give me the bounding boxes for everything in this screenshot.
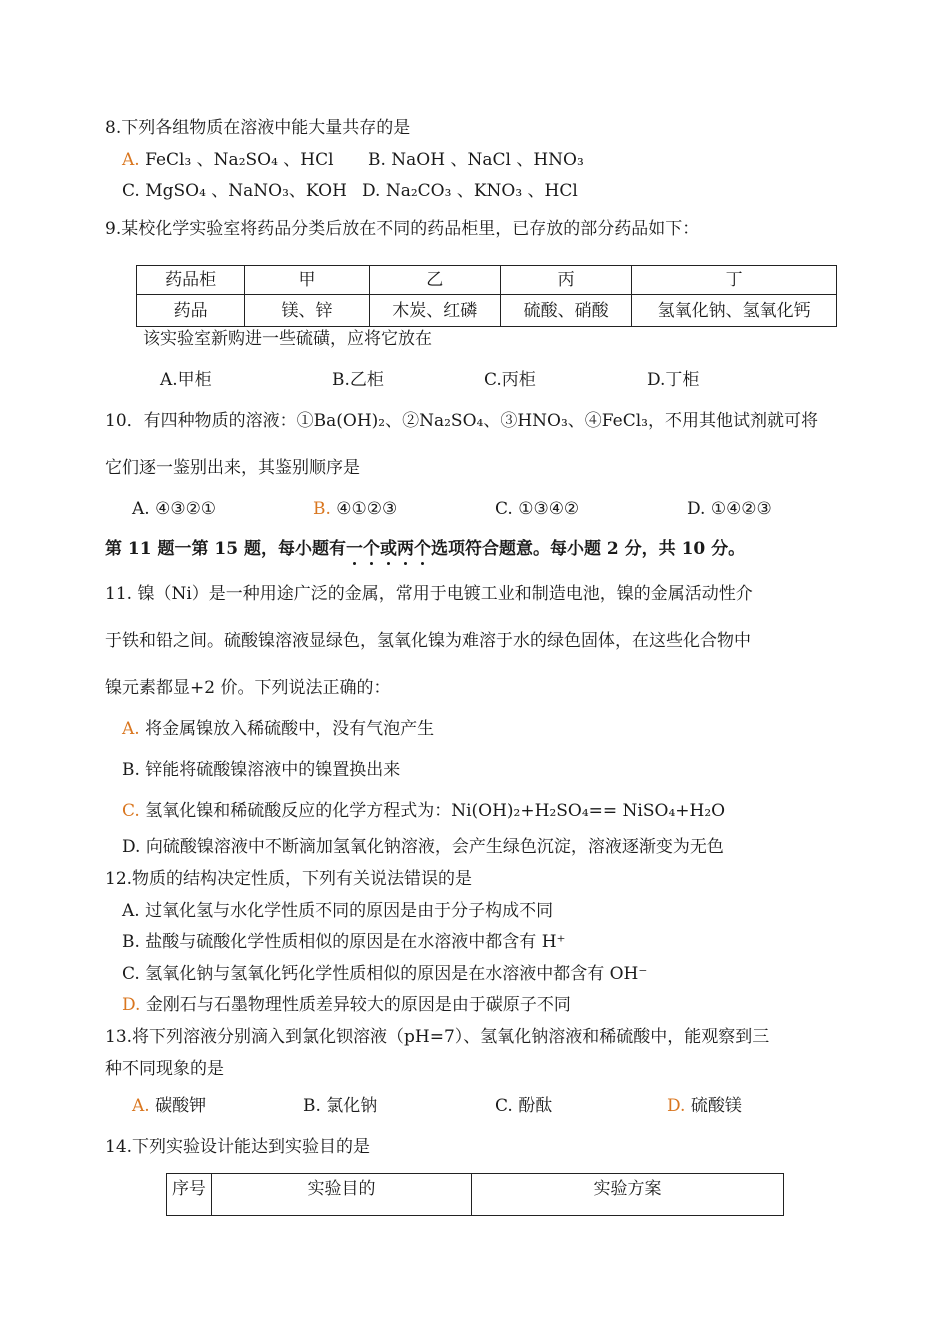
q11-stem-line-3: 镍元素都显+2 价。下列说法正确的： bbox=[105, 678, 391, 698]
q8-option-a-letter: A. bbox=[122, 150, 140, 170]
q11-option-a-letter: A. bbox=[122, 719, 140, 739]
q11-option-a bbox=[122, 718, 434, 740]
q8-option-a bbox=[122, 149, 334, 171]
q8-option-a-text: FeCl₃ 、Na₂SO₄ 、HCl bbox=[139, 150, 334, 170]
q8-option-b: B. NaOH 、NaCl 、HNO₃ bbox=[368, 150, 584, 170]
q10-option-c: C. ①③④② bbox=[495, 499, 580, 519]
emphasis-dot bbox=[353, 562, 356, 565]
emphasis-dot bbox=[370, 562, 373, 565]
q12-stem: 12.物质的结构决定性质，下列有关说法错误的是 bbox=[105, 869, 473, 889]
q9-table-cell: 丁 bbox=[632, 266, 837, 295]
q14-table-cell: 实验目的 bbox=[211, 1174, 471, 1216]
q13-option-a bbox=[132, 1095, 206, 1117]
q13-option-a-letter: A. bbox=[132, 1096, 150, 1116]
q9-cabinet-table bbox=[136, 265, 837, 327]
section-heading bbox=[105, 538, 745, 560]
q9-table-cell: 丙 bbox=[500, 266, 631, 295]
emphasis-dot bbox=[387, 562, 390, 565]
q11-option-c bbox=[122, 800, 725, 822]
q12-option-d-text: 金刚石与石墨物理性质差异较大的原因是由于碳原子不同 bbox=[140, 995, 571, 1015]
q10-option-b-letter: B. bbox=[313, 499, 331, 519]
q10-option-a: A. ④③②① bbox=[132, 499, 217, 519]
q10-stem-line-1: 10．有四种物质的溶液：①Ba(OH)₂、②Na₂SO₄、③HNO₃、④FeCl₃，不用其他试剂就可将 bbox=[105, 411, 818, 431]
q14-table-header-row bbox=[167, 1174, 784, 1216]
q14-table-cell: 序号 bbox=[167, 1174, 212, 1216]
q12-option-b: B. 盐酸与硫酸化学性质相似的原因是在水溶液中都含有 H⁺ bbox=[122, 932, 566, 952]
q10-option-d: D. ①④②③ bbox=[687, 499, 772, 519]
q9-table-data-row bbox=[137, 295, 837, 327]
q10-option-b bbox=[313, 498, 397, 520]
q12-option-d bbox=[122, 994, 571, 1016]
section-heading-prefix: 第 11 题一第 15 题，每小题有 bbox=[105, 539, 346, 559]
q11-stem-line-2: 于铁和铅之间。硫酸镍溶液显绿色，氢氧化镍为难溶于水的绿色固体，在这些化合物中 bbox=[105, 631, 751, 651]
q11-option-b: B. 锌能将硫酸镍溶液中的镍置换出来 bbox=[122, 760, 401, 780]
q13-option-d-text: 硫酸镁 bbox=[685, 1096, 742, 1116]
q11-option-a-text: 将金属镍放入稀硫酸中，没有气泡产生 bbox=[139, 719, 435, 739]
q11-option-c-letter: C. bbox=[122, 801, 140, 821]
q10-option-b-text: ④①②③ bbox=[330, 499, 398, 519]
q11-option-d: D. 向硫酸镍溶液中不断滴加氢氧化钠溶液，会产生绿色沉淀，溶液逐渐变为无色 bbox=[122, 837, 724, 857]
q9-followup: 该实验室新购进一些硫磺，应将它放在 bbox=[143, 329, 432, 349]
q14-stem: 14.下列实验设计能达到实验目的是 bbox=[105, 1137, 371, 1157]
q13-option-a-text: 碳酸钾 bbox=[149, 1096, 207, 1116]
q9-table-cell: 乙 bbox=[369, 266, 500, 295]
q8-option-c: C. MgSO₄ 、NaNO₃、KOH bbox=[122, 181, 347, 201]
q9-option-d: D.丁柜 bbox=[647, 370, 700, 390]
q13-option-d-letter: D. bbox=[667, 1096, 686, 1116]
section-heading-emphasis-text: 一个或两个 bbox=[346, 539, 431, 559]
section-heading-emphasis bbox=[346, 538, 431, 560]
q12-option-d-letter: D. bbox=[122, 995, 141, 1015]
q9-option-a: A.甲柜 bbox=[160, 370, 212, 390]
q9-table-cell: 甲 bbox=[245, 266, 369, 295]
q9-table-header-row bbox=[137, 266, 837, 295]
q13-option-c: C. 酚酞 bbox=[495, 1096, 553, 1116]
emphasis-dot bbox=[404, 562, 407, 565]
q12-option-c: C. 氢氧化钠与氢氧化钙化学性质相似的原因是在水溶液中都含有 OH⁻ bbox=[122, 964, 648, 984]
q14-table-cell: 实验方案 bbox=[472, 1174, 784, 1216]
q9-table-cell: 硫酸、硝酸 bbox=[500, 295, 631, 327]
q11-option-c-text: 氢氧化镍和稀硫酸反应的化学方程式为：Ni(OH)₂+H₂SO₄== NiSO₄+H₂O bbox=[139, 801, 726, 821]
section-heading-suffix: 选项符合题意。每小题 2 分，共 10 分。 bbox=[431, 539, 746, 559]
q9-table-cell: 镁、锌 bbox=[245, 295, 369, 327]
q13-option-d bbox=[667, 1095, 742, 1117]
q8-stem: 8.下列各组物质在溶液中能大量共存的是 bbox=[105, 118, 411, 138]
q9-table-cell: 氢氧化钠、氢氧化钙 bbox=[632, 295, 837, 327]
q9-table-cell: 药品柜 bbox=[137, 266, 245, 295]
q9-stem: 9.某校化学实验室将药品分类后放在不同的药品柜里，已存放的部分药品如下： bbox=[105, 219, 700, 239]
q13-stem-line-2: 种不同现象的是 bbox=[105, 1059, 224, 1079]
q9-option-c: C.丙柜 bbox=[484, 370, 536, 390]
q9-table-cell: 木炭、红磷 bbox=[369, 295, 500, 327]
q14-experiment-table bbox=[166, 1173, 784, 1216]
emphasis-dot bbox=[421, 562, 424, 565]
q11-stem-line-1: 11. 镍（Ni）是一种用途广泛的金属，常用于电镀工业和制造电池，镍的金属活动性介 bbox=[105, 584, 753, 604]
q13-option-b: B. 氯化钠 bbox=[303, 1096, 378, 1116]
q13-stem-line-1: 13.将下列溶液分别滴入到氯化钡溶液（pH=7）、氢氧化钠溶液和稀硫酸中，能观察到三 bbox=[105, 1027, 770, 1047]
q12-option-a: A. 过氧化氢与水化学性质不同的原因是由于分子构成不同 bbox=[122, 901, 554, 921]
q9-option-b: B.乙柜 bbox=[332, 370, 384, 390]
q10-stem-line-2: 它们逐一鉴别出来，其鉴别顺序是 bbox=[105, 458, 360, 478]
q8-option-d: D. Na₂CO₃ 、KNO₃ 、HCl bbox=[362, 181, 578, 201]
q9-table-cell: 药品 bbox=[137, 295, 245, 327]
